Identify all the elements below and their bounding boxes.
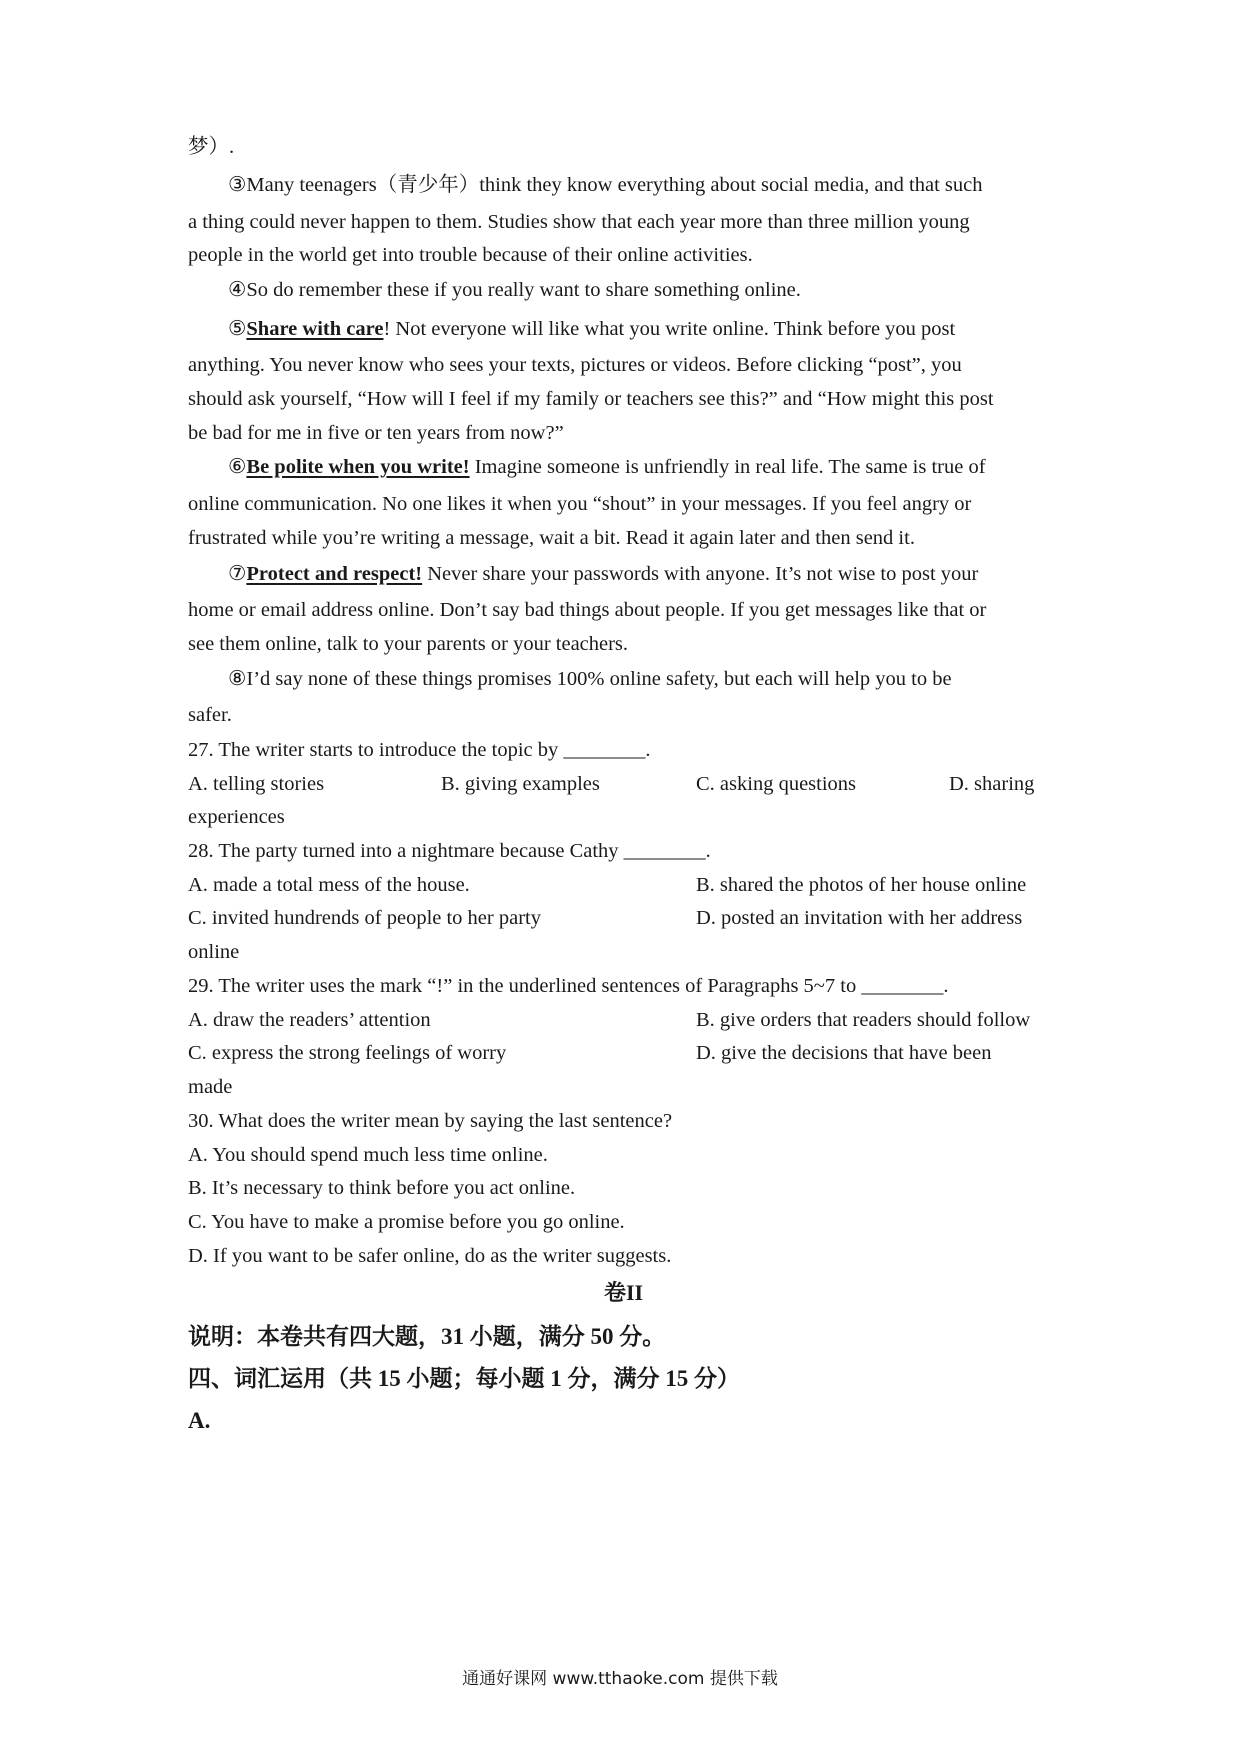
paragraph-5-line-1: [228, 317, 955, 341]
paragraph-5-line-1-text: ! Not everyone will like what you write online. Think before you post: [383, 318, 956, 340]
paragraph-3-line-2: a thing could never happen to them. Studies show that each year more than three million young: [188, 211, 970, 233]
section-2-title: 卷II: [604, 1280, 644, 1305]
paragraph-5-heading: Share with care: [246, 318, 384, 340]
paragraph-continuation: 梦）.: [188, 136, 235, 158]
question-27-option-d: D. sharing: [949, 773, 1035, 795]
question-27-option-d-continued: experiences: [188, 806, 285, 828]
paragraph-7-number: ⑦: [228, 563, 247, 585]
paragraph-3-line-1: ③Many teenagers（青少年）think they know everything about social media, and that such: [228, 174, 983, 196]
question-28-option-c: C. invited hundrends of people to her party: [188, 907, 541, 929]
question-28-option-d: D. posted an invitation with her address: [696, 907, 1023, 929]
question-30-option-a: A. You should spend much less time online.: [188, 1144, 548, 1166]
question-29-option-a: A. draw the readers’ attention: [188, 1009, 431, 1031]
question-29-option-d-continued: made: [188, 1076, 233, 1098]
part-a-label: A.: [188, 1408, 211, 1433]
paragraph-7-line-1-text: Never share your passwords with anyone. It’s not wise to post your: [422, 563, 979, 585]
paragraph-6-line-1: [228, 455, 986, 479]
paragraph-3-line-3: people in the world get into trouble because of their online activities.: [188, 244, 753, 266]
paragraph-6-line-2: online communication. No one likes it when you “shout” in your messages. If you feel angry or: [188, 493, 972, 515]
paragraph-5-number: ⑤: [228, 318, 247, 340]
paragraph-5-line-2: anything. You never know who sees your texts, pictures or videos. Before clicking “post”, you: [188, 354, 962, 376]
paragraph-5-line-4: be bad for me in five or ten years from now?”: [188, 422, 564, 444]
paragraph-7-line-3: see them online, talk to your parents or your teachers.: [188, 633, 629, 655]
paragraph-8-line-1: ⑧I’d say none of these things promises 100% online safety, but each will help you to be: [228, 668, 952, 690]
question-29-stem: 29. The writer uses the mark “!” in the underlined sentences of Paragraphs 5~7 to ________.: [188, 975, 949, 997]
question-30-option-c: C. You have to make a promise before you go online.: [188, 1211, 625, 1233]
paragraph-6-line-3: frustrated while you’re writing a message, wait a bit. Read it again later and then send it.: [188, 527, 915, 549]
question-30-option-b: B. It’s necessary to think before you act online.: [188, 1177, 576, 1199]
paragraph-6-line-1-text: Imagine someone is unfriendly in real life. The same is true of: [469, 456, 986, 478]
question-29-option-c: C. express the strong feelings of worry: [188, 1042, 507, 1064]
question-27-option-a: A. telling stories: [188, 773, 325, 795]
question-30-stem: 30. What does the writer mean by saying the last sentence?: [188, 1110, 673, 1132]
paragraph-8-line-2: safer.: [188, 704, 232, 726]
paragraph-7-line-1: [228, 562, 978, 586]
paragraph-6-heading: Be polite when you write!: [246, 456, 470, 478]
paragraph-5-line-3: should ask yourself, “How will I feel if my family or teachers see this?” and “How might this post: [188, 388, 994, 410]
question-27-option-b: B. giving examples: [441, 773, 600, 795]
part-4-heading: 四、词汇运用（共 15 小题；每小题 1 分，满分 15 分）: [188, 1366, 740, 1391]
paragraph-7-heading: Protect and respect!: [246, 563, 423, 585]
question-28-stem: 28. The party turned into a nightmare because Cathy ________.: [188, 840, 711, 862]
paragraph-4: ④So do remember these if you really want to share something online.: [228, 279, 801, 301]
section-2-note: 说明：本卷共有四大题，31 小题，满分 50 分。: [188, 1324, 666, 1349]
paragraph-7-line-2: home or email address online. Don’t say bad things about people. If you get messages like that or: [188, 599, 987, 621]
question-29-option-d: D. give the decisions that have been: [696, 1042, 992, 1064]
question-27-stem: 27. The writer starts to introduce the topic by ________.: [188, 739, 651, 761]
question-30-option-d: D. If you want to be safer online, do as the writer suggests.: [188, 1245, 672, 1267]
footer-download-note: 通通好课网 www.tthaoke.com 提供下载: [462, 1669, 778, 1689]
question-28-option-a: A. made a total mess of the house.: [188, 874, 470, 896]
question-28-option-d-continued: online: [188, 941, 240, 963]
question-28-option-b: B. shared the photos of her house online: [696, 874, 1027, 896]
paragraph-6-number: ⑥: [228, 456, 247, 478]
question-29-option-b: B. give orders that readers should follow: [696, 1009, 1031, 1031]
question-27-option-c: C. asking questions: [696, 773, 857, 795]
